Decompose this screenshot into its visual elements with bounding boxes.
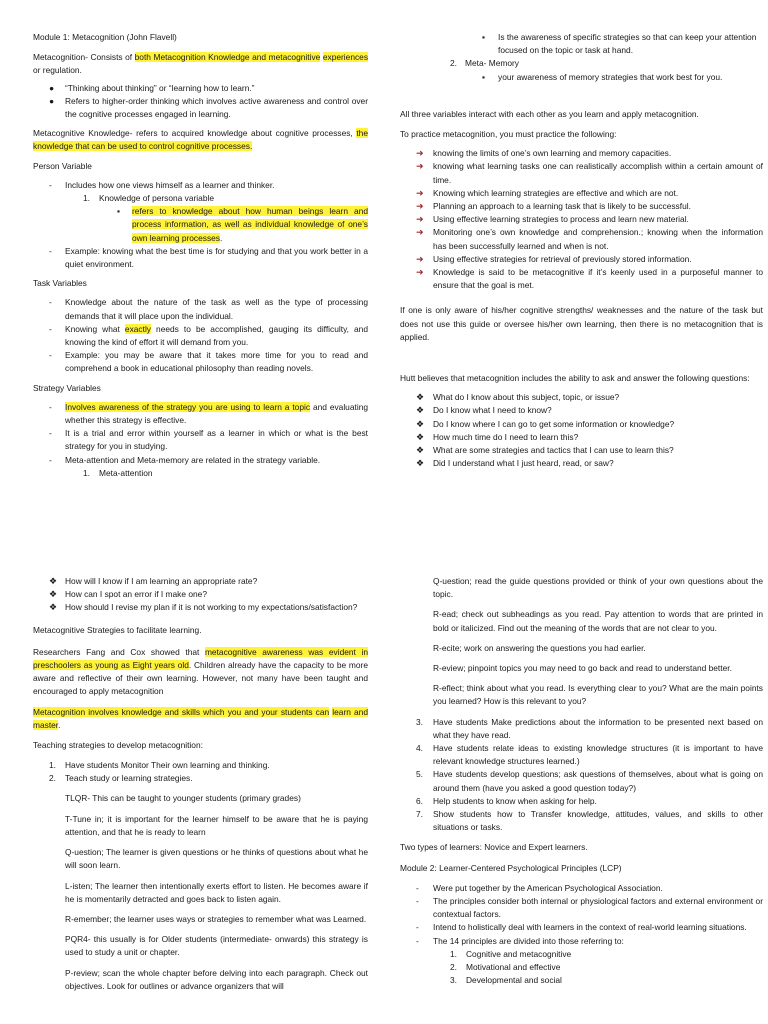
interact-paragraph: All three variables interact with each other as you learn and apply metacognition. — [400, 108, 699, 119]
metacognition-involves-paragraph — [33, 706, 368, 732]
list-item — [33, 95, 368, 121]
teaching-heading: Teaching strategies to develop metacognition: — [33, 740, 203, 751]
practice-item: Knowing which learning strategies are effective and which are not. — [433, 187, 679, 198]
list-item — [33, 205, 368, 245]
metacognition-definition — [33, 51, 368, 77]
number-marker: 5. — [416, 769, 423, 780]
practice-item: knowing the limits of one’s own learning and memory capacities. — [433, 148, 672, 159]
practice-item: Monitoring one’s own knowledge and comprehension.; knowing when the information has been successfully learned and when is not. — [433, 227, 763, 251]
diamond-bullet-icon: ❖ — [49, 576, 58, 586]
list-item — [33, 296, 368, 322]
practice-item: Knowledge is said to be metacognitive if it’s keenly used in a purposeful manner to ensure that the goal is met. — [433, 267, 763, 291]
dash-icon: - — [49, 454, 52, 465]
square-bullet-icon: ▪ — [482, 32, 485, 42]
practice-item: Using effective strategies for retrieval of previously stored information. — [433, 253, 692, 264]
meta-def-highlight-1: both Metacognition Knowledge and metacognitive — [134, 52, 321, 63]
practice-list — [400, 147, 763, 292]
num-item: Have students relate ideas to existing knowledge structures (it is important to have relevant knowledge structures learned.) — [433, 743, 763, 767]
list-item — [400, 808, 763, 834]
meta-def-highlight-2: experiences — [322, 52, 369, 63]
attention-bullet: Is the awareness of specific strategies so that can keep your attention focused on the topic or task at hand. — [498, 32, 757, 56]
list-item — [33, 245, 368, 271]
l-listen-text: L-isten; The learner then intentionally exerts effort to listen. He becomes aware if he is momentarily detracted and goes back to listen again. — [65, 880, 368, 904]
list-item — [400, 974, 763, 987]
lcp-sub-item: Cognitive and metacognitive — [466, 948, 572, 959]
diamond-bullet-icon: ❖ — [416, 445, 425, 456]
list-item — [33, 401, 368, 427]
module1-title: Module 1: Metacognition (John Flavell) — [33, 32, 177, 42]
involves-highlight-1: Metacognition involves knowledge and skills which you and your students can — [33, 706, 330, 717]
fang-highlight-2: preschoolers as young as Eight years old — [33, 660, 189, 671]
list-item — [400, 187, 763, 200]
hutt-question: Do I know what I need to know? — [433, 405, 552, 416]
strategies-heading: Metacognitive Strategies to facilitate learning. — [33, 624, 202, 635]
square-bullet-icon: ▪ — [117, 206, 120, 217]
r-read-text: R-ead; check out subheadings as you read. Pay attention to words that are printed in bold or italicized. Find out the meaning of the words that are not clear to you. — [433, 609, 763, 633]
list-item — [400, 895, 763, 921]
tlqr-text: TLQR- This can be taught to younger students (primary grades) — [65, 792, 301, 803]
strategy-item-2: It is a trial and error within yourself as a learner in which or what is the best strategy for you in studying. — [65, 428, 368, 452]
task-item-2b: needs to be accomplished, gauging its difficulty, and knowing the kind of effort it will demand from you. — [65, 323, 368, 348]
list-item — [400, 444, 763, 457]
number-marker: 2. — [49, 773, 56, 784]
involves-end: . — [58, 719, 61, 730]
list-item — [33, 759, 368, 772]
diamond-bullet-icon: ❖ — [416, 431, 425, 442]
page2-right-column — [400, 575, 763, 987]
list-item — [400, 795, 763, 808]
number-marker: 2. — [450, 58, 457, 69]
list-item — [33, 179, 368, 192]
list-item — [400, 71, 763, 84]
arrow-bullet-icon: ➜ — [416, 253, 424, 264]
dash-icon: - — [416, 882, 419, 893]
strategy-item-1-highlight: Involves awareness of the strategy you are using to learn a topic — [65, 401, 311, 412]
list-item — [400, 147, 763, 160]
list-item — [400, 431, 763, 444]
list-item — [400, 961, 763, 974]
hutt-question: How much time do I need to learn this? — [433, 431, 579, 442]
person-subsub-end: . — [220, 232, 223, 243]
meta-memory-label: Meta- Memory — [465, 58, 519, 69]
list-item — [400, 226, 763, 252]
num-item: Have students develop questions; ask questions of themselves, about what is going on around them (have you asked a good question today?) — [433, 769, 763, 793]
dash-icon: - — [49, 401, 52, 412]
list-item — [33, 772, 368, 785]
involves-highlight-2: learn and master — [33, 706, 368, 730]
task-item-2-highlight: exactly — [124, 323, 151, 334]
t-tune-in-text: T-Tune in; it is important for the learner himself to be aware that he is paying attention, and that he is ready to learn — [65, 813, 368, 838]
q-question-text: Q-uestion; The learner is given questions or he thinks of questions about what he will soon learn. — [65, 847, 368, 871]
question-list — [33, 575, 368, 615]
list-item — [400, 404, 763, 417]
r-review-text: R-eview; pinpoint topics you may need to go back and read to understand better. — [433, 663, 732, 674]
two-types-text: Two types of learners: Novice and Expert learners. — [400, 842, 588, 853]
list-item — [33, 349, 368, 375]
mk-highlight: the knowledge that can be used to control cognitive processes. — [33, 128, 368, 152]
task-variables-heading: Task Variables — [33, 278, 87, 289]
list-item — [33, 601, 368, 614]
hutt-paragraph: Hutt believes that metacognition includes the ability to ask and answer the following questions: — [400, 373, 750, 384]
strategy-variables-heading: Strategy Variables — [33, 382, 101, 393]
fang-highlight-1: metacognitive awareness was evident in — [204, 646, 368, 657]
hutt-question-list — [400, 391, 763, 470]
number-marker: 1. — [83, 467, 90, 478]
r-remember-text: R-emember; the learner uses ways or strategies to remember what was Learned. — [65, 914, 367, 925]
num-item: Help students to know when asking for help. — [433, 795, 597, 806]
numbered-list — [400, 716, 763, 835]
number-marker: 1. — [450, 948, 457, 959]
strategy-item-1b: and evaluating whether this strategy is effective. — [65, 401, 369, 426]
r-recite-text: R-ecite; work on answering the questions you had earlier. — [433, 642, 646, 653]
list-item — [400, 418, 763, 431]
arrow-bullet-icon: ➜ — [416, 187, 424, 198]
dash-icon: - — [49, 179, 52, 190]
list-item — [400, 200, 763, 213]
dash-icon: - — [49, 245, 52, 256]
dash-icon: - — [416, 896, 419, 907]
arrow-bullet-icon: ➜ — [416, 161, 424, 172]
fang-cox-paragraph — [33, 646, 368, 699]
list-item — [400, 882, 763, 895]
fang-text-end: . Children already have the capacity to be more aware and reflective of their own learning. However, not many have been taught and encouraged to apply metacognition — [33, 660, 368, 697]
question-text: How should I revise my plan if it is not working to my expectations/satisfaction? — [65, 602, 358, 613]
practice-item: knowing what learning tasks one can realistically accomplish within a certain amount of time. — [433, 161, 763, 185]
list-item — [33, 575, 368, 588]
hutt-question: Did I understand what I just heard, read, or saw? — [433, 458, 614, 469]
person-item-1: Includes how one views himself as a learner and thinker. — [65, 179, 275, 190]
arrow-bullet-icon: ➜ — [416, 201, 424, 212]
person-variable-heading: Person Variable — [33, 160, 92, 171]
list-item — [400, 253, 763, 266]
dash-icon: - — [49, 297, 52, 308]
list-item — [400, 391, 763, 404]
lcp-item: The principles consider both internal or physiological factors and external environment or contextual factors. — [433, 896, 763, 920]
page1-right-column — [400, 31, 763, 470]
number-marker: 3. — [416, 716, 423, 727]
diamond-bullet-icon: ❖ — [416, 405, 425, 416]
dash-icon: - — [416, 922, 419, 933]
teach-item: Teach study or learning strategies. — [65, 773, 193, 784]
pqr4-text: PQR4- this usually is for Older students (intermediate- onwards) this strategy is used to study a unit or chapter. — [65, 934, 368, 958]
arrow-bullet-icon: ➜ — [416, 267, 424, 278]
list-item — [400, 742, 763, 768]
lcp-item: The 14 principles are divided into those referring to: — [433, 935, 624, 946]
task-item-2a: Knowing what — [65, 323, 125, 334]
number-marker: 1. — [49, 760, 56, 771]
list-item — [33, 192, 368, 205]
list-item — [33, 467, 368, 480]
lcp-sub-item: Motivational and effective — [466, 962, 561, 973]
person-subsub-highlight: refers to knowledge about how human beings learn and process information, as well as individual knowledge of one’s own learning processes — [132, 206, 368, 243]
strategy-item-3: Meta-attention and Meta-memory are related in the strategy variable. — [65, 454, 321, 465]
module2-title: Module 2: Learner-Centered Psychological Principles (LCP) — [400, 862, 622, 873]
dash-icon: - — [49, 428, 52, 439]
aware-only-paragraph: If one is only aware of his/her cognitive strengths/ weaknesses and the nature of the task but does not use this guide or oversee his/her own learning, then there is no metacognition that is applied. — [400, 305, 763, 342]
meta-def-text: Metacognition- Consists of — [33, 52, 135, 63]
dash-icon: - — [49, 323, 52, 334]
lcp-list — [400, 882, 763, 988]
list-item — [33, 454, 368, 467]
list-item — [400, 768, 763, 794]
person-item-2: Example: knowing what the best time is for studying and that you work better in a quiet environment. — [65, 245, 368, 270]
arrow-bullet-icon: ➜ — [416, 148, 424, 159]
practice-intro: To practice metacognition, you must practice the following: — [400, 129, 617, 140]
list-item — [33, 588, 368, 601]
list-item — [400, 948, 763, 961]
square-bullet-icon: ▪ — [482, 71, 485, 82]
q-question-text: Q-uestion; read the guide questions provided or think of your own questions about the topic. — [433, 576, 763, 600]
bullet-icon: ● — [49, 95, 55, 106]
fang-text: Researchers Fang and Cox showed that — [33, 646, 205, 657]
lcp-sub-item: Developmental and social — [466, 975, 562, 986]
list-item — [400, 921, 763, 934]
num-item: Show students how to Transfer knowledge, attitudes, values, and skills to other situations or tasks. — [433, 809, 763, 833]
num-item: Have students Make predictions about the information to be presented next based on what they have read. — [433, 716, 763, 740]
page2-left-column — [33, 575, 368, 993]
task-item-3: Example: you may be aware that it takes more time for you to read and comprehend a book in educational philosophy than reading novels. — [65, 350, 368, 374]
list-item — [400, 266, 763, 292]
tlqr-block — [33, 792, 368, 993]
hutt-question: Do I know where I can go to get some information or knowledge? — [433, 418, 675, 429]
list-item — [400, 31, 763, 57]
practice-item: Planning an approach to a learning task that is likely to be successful. — [433, 201, 691, 212]
list-item — [400, 935, 763, 948]
practice-item: Using effective learning strategies to process and learn new material. — [433, 214, 689, 225]
diamond-bullet-icon: ❖ — [416, 458, 425, 469]
meta-bullets — [33, 82, 368, 122]
hutt-question: What are some strategies and tactics that I can use to learn this? — [433, 445, 674, 456]
list-item — [400, 160, 763, 186]
number-marker: 6. — [416, 795, 423, 806]
question-text: How will I know if I am learning an appropriate rate? — [65, 576, 258, 586]
list-item — [400, 457, 763, 470]
metacognitive-knowledge-paragraph — [33, 127, 368, 153]
page1-left-column — [33, 31, 368, 480]
arrow-bullet-icon: ➜ — [416, 214, 424, 225]
strategy-sub-1: Meta-attention — [99, 467, 153, 478]
number-marker: 4. — [416, 743, 423, 754]
list-item — [33, 82, 368, 95]
dash-icon: - — [416, 935, 419, 946]
diamond-bullet-icon: ❖ — [416, 418, 425, 429]
task-item-1: Knowledge about the nature of the task as well as the type of processing demands that it will place upon the individual. — [65, 297, 368, 321]
meta-memory-bullet: your awareness of memory strategies that work best for you. — [498, 71, 723, 82]
meta-def-end: or regulation. — [33, 65, 82, 76]
bullet-icon: ● — [49, 82, 55, 93]
diamond-bullet-icon: ❖ — [49, 589, 58, 600]
hutt-question: What do I know about this subject, topic, or issue? — [433, 392, 620, 403]
number-marker: 7. — [416, 809, 423, 820]
mk-text: Metacognitive Knowledge- refers to acquired knowledge about cognitive processes, — [33, 128, 357, 139]
person-sub-1: Knowledge of persona variable — [99, 193, 215, 204]
lcp-item: Were put together by the American Psychological Association. — [433, 882, 663, 893]
bullet-text: Refers to higher-order thinking which involves active awareness and control over the cognitive processes engaged in learning. — [65, 95, 368, 120]
p-preview-text: P-review; scan the whole chapter before delving into each paragraph. Check out objectives. Look for outlines or advance organizers that will — [65, 967, 368, 991]
diamond-bullet-icon: ❖ — [416, 392, 425, 403]
number-marker: 1. — [83, 193, 90, 204]
pqr4-continued — [400, 575, 763, 709]
list-item — [33, 427, 368, 453]
bullet-text: “Thinking about thinking” or “learning how to learn.” — [65, 82, 255, 93]
r-reflect-text: R-eflect; think about what you read. Is everything clear to you? What are the main points you learned? How is this relevant to you? — [433, 683, 763, 707]
list-item — [400, 716, 763, 742]
teach-item: Have students Monitor Their own learning and thinking. — [65, 760, 270, 771]
list-item — [33, 323, 368, 349]
number-marker: 2. — [450, 962, 457, 973]
diamond-bullet-icon: ❖ — [49, 602, 58, 613]
lcp-item: Intend to holistically deal with learners in the context of real-world learning situations. — [433, 922, 747, 933]
list-item — [400, 57, 763, 70]
arrow-bullet-icon: ➜ — [416, 227, 424, 238]
question-text: How can I spot an error if I make one? — [65, 589, 207, 600]
number-marker: 3. — [450, 975, 457, 986]
list-item — [400, 213, 763, 226]
dash-icon: - — [49, 350, 52, 361]
